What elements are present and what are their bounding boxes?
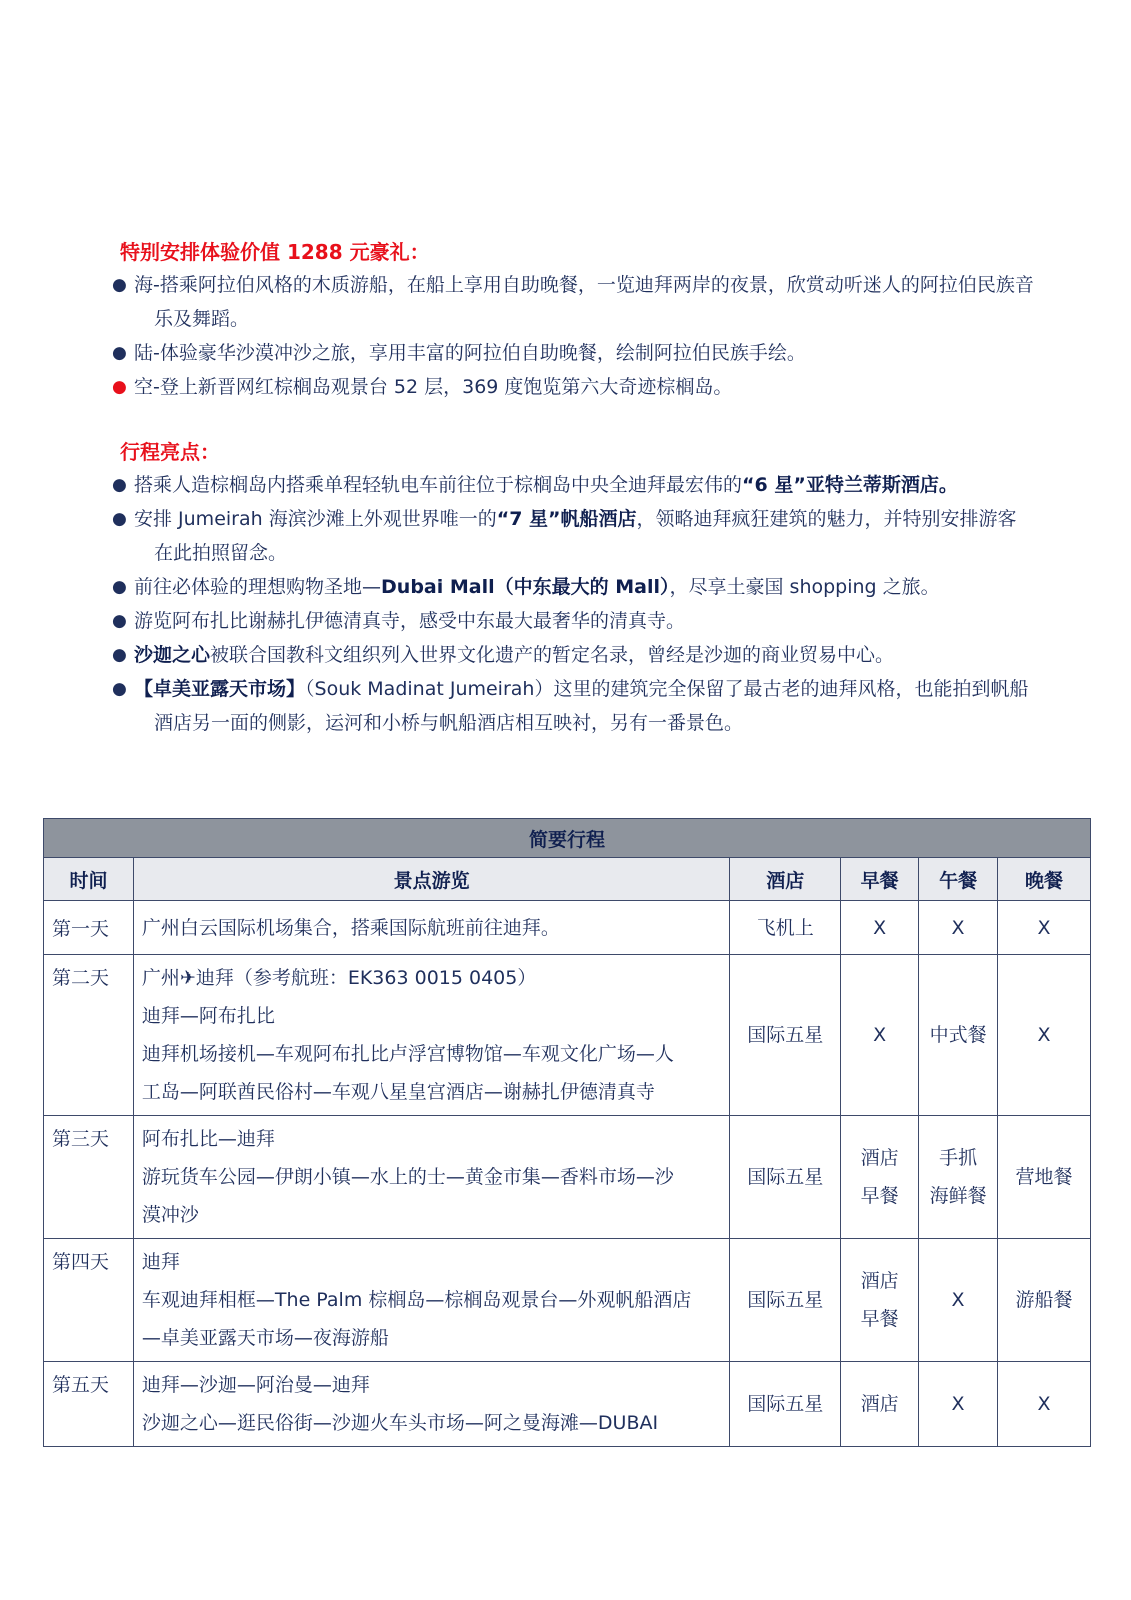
header-time: 时间 [44,858,134,901]
breakfast-text: 早餐 [860,1185,899,1207]
highlights-title: 行程亮点： [120,440,220,464]
bullet-icon: ● [112,275,127,295]
hotel-text: 国际五星 [747,1166,824,1188]
bullet-icon: ● [112,611,127,631]
list-item [112,638,1092,672]
plan-line: 迪拜机场接机—车观阿布扎比卢浮宫博物馆—车观文化广场—人 [141,1043,674,1065]
item-text-cont: 在此拍照留念。 [154,542,288,564]
item-bold: Dubai Mall（中东最大的 Mall） [381,576,670,598]
header-plan: 景点游览 [133,858,729,901]
plan-cell [133,1362,729,1447]
header-dinner: 晚餐 [998,858,1091,901]
list-item [112,370,1092,404]
header-hotel: 酒店 [730,858,841,901]
plan-line: 广州✈迪拜（参考航班：EK363 0015 0405） [141,967,537,989]
breakfast-cell [841,1362,919,1447]
item-text: 海-搭乘阿拉伯风格的木质游船，在船上享用自助晚餐，一览迪拜两岸的夜景，欣赏动听迷人的阿拉伯民族音 [134,274,1034,296]
special-list [112,268,1092,404]
breakfast-text: 早餐 [860,1308,899,1330]
hotel-cell [730,1362,841,1447]
bullet-icon: ● [112,645,127,665]
table-header-row [44,858,1091,901]
plan-line: 沙迦之心—逛民俗街—沙迦火车头市场—阿之曼海滩—DUBAI [141,1412,659,1434]
lunch-cell [919,1362,998,1447]
breakfast-cell [841,1116,919,1239]
list-item [112,672,1092,740]
bullet-icon: ● [112,377,127,397]
item-text: 游览阿布扎比谢赫扎伊德清真寺，感受中东最大最奢华的清真寺。 [134,610,686,632]
list-item [112,268,1092,336]
bullet-icon: ● [112,509,127,529]
hotel-text: 飞机上 [756,916,814,939]
lunch-text: 手抓 [939,1147,978,1169]
lunch-cell [919,1239,998,1362]
plan-cell [133,955,729,1116]
dinner-cell [998,1362,1091,1447]
item-bold: 【卓美亚露天市场】 [134,678,306,700]
hotel-text: 国际五星 [747,1024,824,1046]
breakfast-cell [841,1239,919,1362]
table-row [44,1362,1091,1447]
plan-line: —卓美亚露天市场—夜海游船 [141,1327,389,1349]
table-row [44,1239,1091,1362]
breakfast-text: 酒店 [860,1393,899,1415]
bullet-icon: ● [112,343,127,363]
hotel-cell [730,901,841,955]
plan-line: 广州白云国际机场集合，搭乘国际航班前往迪拜。 [141,916,560,939]
day-cell: 第四天 [44,1239,134,1362]
breakfast-text: X [873,1024,887,1046]
item-text-post: ，领略迪拜疯狂建筑的魅力，并特别安排游客 [636,508,1017,530]
dinner-text: 营地餐 [1015,1166,1073,1188]
lunch-cell [919,1116,998,1239]
table-title: 简要行程 [44,819,1091,858]
plan-cell [133,1116,729,1239]
table-row [44,901,1091,955]
item-text: 安排 Jumeirah 海滨沙滩上外观世界唯一的 [134,508,497,530]
lunch-text: X [951,1289,965,1311]
header-breakfast: 早餐 [841,858,919,901]
dinner-cell [998,901,1091,955]
lunch-text: 海鲜餐 [929,1185,987,1207]
plan-cell [133,901,729,955]
item-text: 陆-体验豪华沙漠冲沙之旅，享用丰富的阿拉伯自助晚餐，绘制阿拉伯民族手绘。 [134,342,806,364]
table-row [44,1116,1091,1239]
item-bold: “6 星”亚特兰蒂斯酒店。 [742,474,958,496]
breakfast-cell [841,901,919,955]
breakfast-text: X [873,916,887,939]
bullet-icon: ● [112,475,127,495]
bullet-icon: ● [112,679,127,699]
plan-line: 游玩货车公园—伊朗小镇—水上的士—黄金市集—香料市场—沙 [141,1166,674,1188]
item-text: 前往必体验的理想购物圣地— [134,576,382,598]
plan-line: 车观迪拜相框—The Palm 棕榈岛—棕榈岛观景台—外观帆船酒店 [141,1289,692,1311]
plan-line: 迪拜—沙迦—阿治曼—迪拜 [141,1374,370,1396]
lunch-text: X [951,1393,965,1415]
breakfast-text: 酒店 [860,1147,899,1169]
dinner-text: X [1037,1024,1051,1046]
item-text-post: （Souk Madinat Jumeirah）这里的建筑完全保留了最古老的迪拜风格，也能拍到帆船 [305,678,1029,700]
dinner-text: 游船餐 [1015,1289,1073,1311]
plan-cell [133,1239,729,1362]
hotel-cell [730,1116,841,1239]
dinner-cell [998,1116,1091,1239]
item-text-post: ，尽享土豪国 shopping 之旅。 [669,576,940,598]
day-cell: 第三天 [44,1116,134,1239]
bullet-icon: ● [112,577,127,597]
dinner-text: X [1037,1393,1051,1415]
item-text-post: 被联合国教科文组织列入世界文化遗产的暂定名录，曾经是沙迦的商业贸易中心。 [210,644,895,666]
item-bold: “7 星”帆船酒店 [496,508,637,530]
lunch-cell [919,955,998,1116]
plan-line: 漠冲沙 [141,1204,199,1226]
item-text: 搭乘人造棕榈岛内搭乘单程轻轨电车前往位于棕榈岛中央全迪拜最宏伟的 [134,474,743,496]
table-title-row [44,819,1091,858]
day-cell: 第五天 [44,1362,134,1447]
dinner-cell [998,1239,1091,1362]
item-text: 空-登上新晋网红棕榈岛观景台 52 层，369 度饱览第六大奇迹棕榈岛。 [134,376,733,398]
list-item [112,604,1092,638]
special-title: 特别安排体验价值 1288 元豪礼： [120,240,430,264]
plan-line: 迪拜 [141,1251,180,1273]
dinner-text: X [1037,916,1051,939]
list-item [112,468,1092,502]
itinerary-body [44,901,1091,1447]
breakfast-text: 酒店 [860,1270,899,1292]
list-item [112,570,1092,604]
table-row [44,955,1091,1116]
lunch-text: 中式餐 [929,1024,987,1046]
hotel-text: 国际五星 [747,1393,824,1415]
lunch-cell [919,901,998,955]
plan-line: 工岛—阿联酋民俗村—车观八星皇宫酒店—谢赫扎伊德清真寺 [141,1081,655,1103]
hotel-cell [730,1239,841,1362]
day-cell: 第一天 [44,901,134,955]
highlights-list [112,468,1092,740]
item-text-cont: 酒店另一面的侧影，运河和小桥与帆船酒店相互映衬，另有一番景色。 [154,712,744,734]
itinerary-table [43,818,1091,1447]
dinner-cell [998,955,1091,1116]
hotel-text: 国际五星 [747,1289,824,1311]
list-item [112,336,1092,370]
breakfast-cell [841,955,919,1116]
item-text-cont: 乐及舞蹈。 [154,308,250,330]
plan-line: 迪拜—阿布扎比 [141,1005,275,1027]
plan-line: 阿布扎比—迪拜 [141,1128,275,1150]
header-lunch: 午餐 [919,858,998,901]
list-item [112,502,1092,570]
item-bold: 沙迦之心 [134,644,211,666]
lunch-text: X [951,916,965,939]
hotel-cell [730,955,841,1116]
day-cell: 第二天 [44,955,134,1116]
